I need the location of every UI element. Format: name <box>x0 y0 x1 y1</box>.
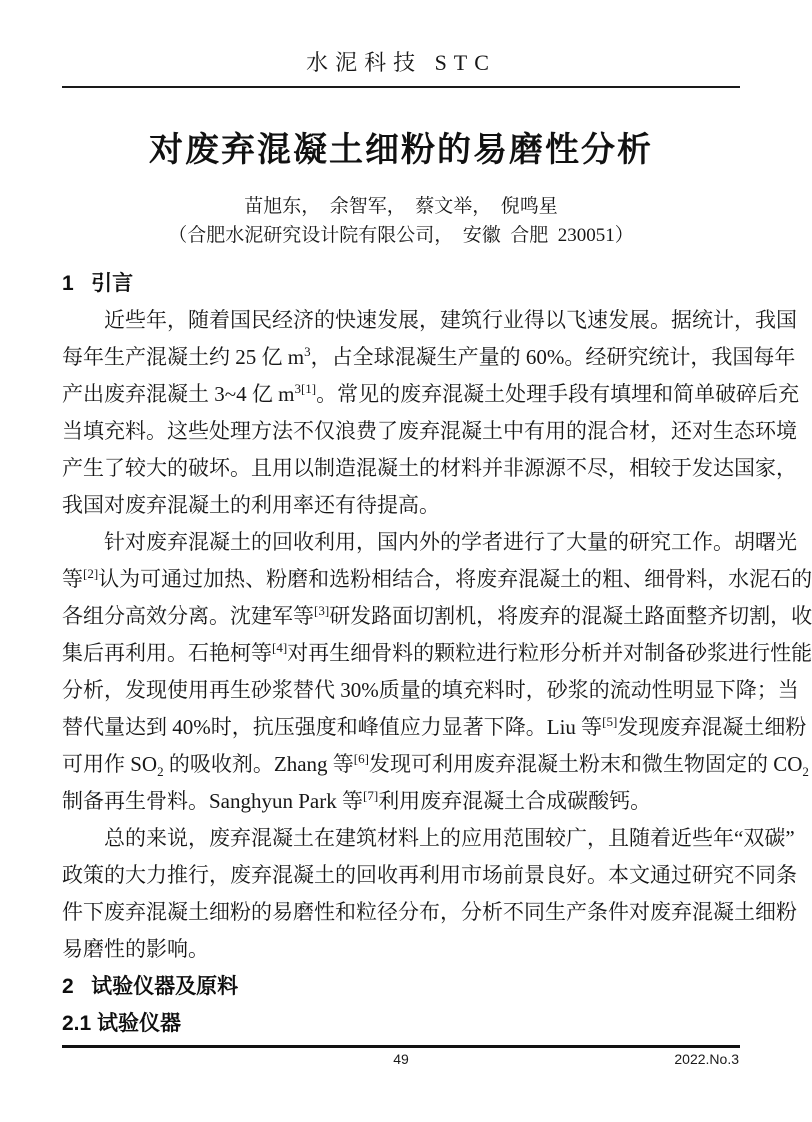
section-heading: 2 试验仪器及原料 <box>62 975 239 998</box>
body-line: 替代量达到 40%时，抗压强度和峰值应力显著下降。Liu 等[5]发现废弃混凝土细粉 <box>62 714 807 739</box>
article-body <box>62 265 812 1042</box>
body-line: 当填充料。这些处理方法不仅浪费了废弃混凝土中有用的混合材，还对生态环境 <box>62 419 797 443</box>
affiliation-line: （合肥水泥研究设计院有限公司， 安徽 合肥 230051） <box>168 225 634 246</box>
body-line: 产生了较大的破坏。且用以制造混凝土的材料并非源源不尽，相较于发达国家， <box>62 456 797 480</box>
article-title: 对废弃混凝土细粉的易磨性分析 <box>149 131 653 169</box>
section-heading: 1 引言 <box>62 272 134 295</box>
body-line: 我国对废弃混凝土的利用率还有待提高。 <box>62 493 440 517</box>
body-line: 易磨性的影响。 <box>62 937 209 961</box>
body-line: 制备再生骨料。Sanghyun Park 等[7]利用废弃混凝土合成碳酸钙。 <box>62 788 652 813</box>
page-number: 49 <box>393 1051 409 1067</box>
body-line: 等[2]认为可通过加热、粉磨和选粉相结合，将废弃混凝土的粗、细骨料，水泥石的 <box>62 566 812 591</box>
authors-line: 苗旭东， 余智军， 蔡文举， 倪鸣星 <box>244 196 558 217</box>
journal-header <box>62 46 740 88</box>
body-line: 件下废弃混凝土细粉的易磨性和粒径分布，分析不同生产条件对废弃混凝土细粉 <box>62 900 797 924</box>
body-line: 集后再利用。石艳柯等[4]对再生细骨料的颗粒进行粒形分析并对制备砂浆进行性能 <box>62 640 812 665</box>
body-line: 总的来说，废弃混凝土在建筑材料上的应用范围较广，且随着近些年“双碳” <box>104 826 795 850</box>
body-line: 可用作 $SO_2$ 的吸收剂。Zhang 等[6]发现可利用废弃混凝土粉末和微生物固定的 $CO_2$ <box>62 751 809 780</box>
body-line: 分析，发现使用再生砂浆替代 30%质量的填充料时，砂浆的流动性明显下降；当 <box>62 678 799 702</box>
footer-rule <box>62 1045 740 1048</box>
body-line: 每年生产混凝土约 25 亿 $m^3$，占全球混凝生产量的 60%。经研究统计，我国每年 <box>62 344 796 369</box>
body-line: 针对废弃混凝土的回收利用，国内外的学者进行了大量的研究工作。胡曙光 <box>104 530 797 554</box>
issue-label: 2022.No.3 <box>674 1051 739 1067</box>
body-line: 近些年，随着国民经济的快速发展，建筑行业得以飞速发展。据统计，我国 <box>104 308 797 332</box>
body-line: 各组分高效分离。沈建军等[3]研发路面切割机，将废弃的混凝土路面整齐切割，收 <box>62 603 812 628</box>
body-line: 产出废弃混凝土 3~4 亿 $m^{3[1]}$。常见的废弃混凝土处理手段有填埋和简单破碎后充 <box>62 381 800 406</box>
body-line: 政策的大力推行，废弃混凝土的回收再利用市场前景良好。本文通过研究不同条 <box>62 863 797 887</box>
section-heading: 2.1 试验仪器 <box>62 1012 182 1035</box>
journal-name: 水泥科技 STC <box>306 50 496 75</box>
